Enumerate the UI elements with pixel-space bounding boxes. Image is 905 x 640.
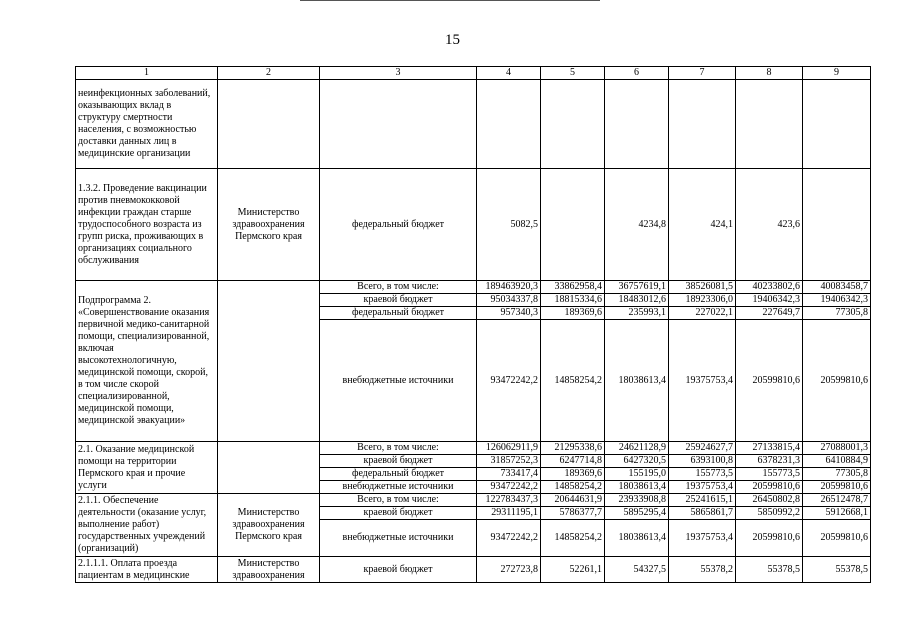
value-cell: 19375753,4 [669, 481, 736, 494]
header-cell: 9 [803, 67, 871, 80]
activity-name: 1.3.2. Проведение вакцинации против пневмококковой инфекции граждан старше трудоспособного возраста из групп риска, проживающих в организациях социального обслуживания [76, 169, 218, 281]
header-cell: 1 [76, 67, 218, 80]
activity-name: 2.1.1. Обеспечение деятельности (оказание услуг, выполнение работ) государственных учреждений (организаций) [76, 494, 218, 557]
funding-source: федеральный бюджет [320, 468, 477, 481]
empty-cell [605, 80, 669, 169]
header-cell: 4 [477, 67, 541, 80]
value-cell: 5912668,1 [803, 507, 871, 520]
value-cell: 18038613,4 [605, 320, 669, 442]
value-cell: 20599810,6 [736, 320, 803, 442]
value-cell: 93472242,2 [477, 320, 541, 442]
activity-name: неинфекционных заболеваний, оказывающих вклад в структуру смертности населения, с возможностью доставки данных лиц в медицинские организации [76, 80, 218, 169]
value-cell: 23933908,8 [605, 494, 669, 507]
value-cell: 5786377,7 [541, 507, 605, 520]
activity-name: 2.1.1.1. Оплата проезда пациентам в медицинские [76, 557, 218, 583]
value-cell: 235993,1 [605, 307, 669, 320]
value-cell: 5082,5 [477, 169, 541, 281]
funding-source: краевой бюджет [320, 455, 477, 468]
value-cell: 77305,8 [803, 468, 871, 481]
value-cell: 18483012,6 [605, 294, 669, 307]
table-row [76, 494, 871, 507]
value-cell: 733417,4 [477, 468, 541, 481]
value-cell: 20599810,6 [803, 320, 871, 442]
empty-cell [477, 80, 541, 169]
top-rule [300, 0, 600, 1]
value-cell: 55378,2 [669, 557, 736, 583]
page-number: 15 [445, 32, 460, 48]
value-cell: 40083458,7 [803, 281, 871, 294]
value-cell: 189463920,3 [477, 281, 541, 294]
value-cell: 93472242,2 [477, 520, 541, 557]
funding-source: краевой бюджет [320, 557, 477, 583]
value-cell: 155773,5 [736, 468, 803, 481]
value-cell [541, 169, 605, 281]
value-cell: 122783437,3 [477, 494, 541, 507]
activity-name: 2.1. Оказание медицинской помощи на территории Пермского края и прочие услуги [76, 442, 218, 494]
value-cell: 6247714,8 [541, 455, 605, 468]
budget-table [75, 66, 871, 583]
executor [218, 281, 320, 442]
value-cell: 18815334,6 [541, 294, 605, 307]
value-cell: 95034337,8 [477, 294, 541, 307]
value-cell: 19406342,3 [736, 294, 803, 307]
table-row [76, 442, 871, 455]
header-cell: 7 [669, 67, 736, 80]
value-cell: 272723,8 [477, 557, 541, 583]
value-cell: 6427320,5 [605, 455, 669, 468]
activity-name: Подпрограмма 2. «Совершенствование оказания первичной медико-санитарной помощи, специализированной, включая высокотехнологичную, медицинской помощи, скорой, в том числе скорой специализированной, медицинской помощи, медицинской эвакуации» [76, 281, 218, 442]
value-cell: 27133815,4 [736, 442, 803, 455]
value-cell: 52261,1 [541, 557, 605, 583]
value-cell: 19406342,3 [803, 294, 871, 307]
value-cell: 19375753,4 [669, 520, 736, 557]
value-cell: 4234,8 [605, 169, 669, 281]
header-row [76, 67, 871, 80]
value-cell: 6393100,8 [669, 455, 736, 468]
empty-cell [218, 80, 320, 169]
value-cell: 18038613,4 [605, 481, 669, 494]
funding-source: федеральный бюджет [320, 307, 477, 320]
header-cell: 8 [736, 67, 803, 80]
header-cell: 6 [605, 67, 669, 80]
table-row [76, 557, 871, 583]
funding-source: Всего, в том числе: [320, 442, 477, 455]
value-cell: 29311195,1 [477, 507, 541, 520]
value-cell: 14858254,2 [541, 320, 605, 442]
value-cell: 21295338,6 [541, 442, 605, 455]
value-cell: 189369,6 [541, 307, 605, 320]
value-cell: 5865861,7 [669, 507, 736, 520]
value-cell: 227022,1 [669, 307, 736, 320]
value-cell: 33862958,4 [541, 281, 605, 294]
value-cell: 38526081,5 [669, 281, 736, 294]
header-cell: 2 [218, 67, 320, 80]
value-cell: 155195,0 [605, 468, 669, 481]
value-cell: 40233802,6 [736, 281, 803, 294]
value-cell: 19375753,4 [669, 320, 736, 442]
table-row [76, 80, 871, 169]
executor [218, 442, 320, 494]
value-cell: 18923306,0 [669, 294, 736, 307]
value-cell: 6410884,9 [803, 455, 871, 468]
funding-source: краевой бюджет [320, 294, 477, 307]
funding-source: внебюджетные источники [320, 481, 477, 494]
funding-source: внебюджетные источники [320, 520, 477, 557]
executor: Министерство здравоохранения [218, 557, 320, 583]
empty-cell [320, 80, 477, 169]
table-row [76, 281, 871, 294]
value-cell: 77305,8 [803, 307, 871, 320]
funding-source: краевой бюджет [320, 507, 477, 520]
value-cell: 155773,5 [669, 468, 736, 481]
value-cell: 20599810,6 [803, 481, 871, 494]
value-cell: 31857252,3 [477, 455, 541, 468]
value-cell: 20599810,6 [736, 481, 803, 494]
empty-cell [736, 80, 803, 169]
empty-cell [541, 80, 605, 169]
value-cell: 957340,3 [477, 307, 541, 320]
value-cell: 14858254,2 [541, 481, 605, 494]
empty-cell [669, 80, 736, 169]
executor: Министерство здравоохранения Пермского края [218, 169, 320, 281]
value-cell: 5895295,4 [605, 507, 669, 520]
value-cell: 18038613,4 [605, 520, 669, 557]
value-cell: 26450802,8 [736, 494, 803, 507]
header-cell: 3 [320, 67, 477, 80]
value-cell: 54327,5 [605, 557, 669, 583]
empty-cell [803, 80, 871, 169]
value-cell: 26512478,7 [803, 494, 871, 507]
value-cell: 25924627,7 [669, 442, 736, 455]
executor: Министерство здравоохранения Пермского края [218, 494, 320, 557]
value-cell: 20599810,6 [736, 520, 803, 557]
value-cell: 36757619,1 [605, 281, 669, 294]
value-cell: 126062911,9 [477, 442, 541, 455]
value-cell: 14858254,2 [541, 520, 605, 557]
value-cell: 93472242,2 [477, 481, 541, 494]
funding-source: Всего, в том числе: [320, 494, 477, 507]
funding-source: федеральный бюджет [320, 169, 477, 281]
value-cell: 227649,7 [736, 307, 803, 320]
value-cell: 6378231,3 [736, 455, 803, 468]
funding-source: Всего, в том числе: [320, 281, 477, 294]
value-cell: 24621128,9 [605, 442, 669, 455]
value-cell: 424,1 [669, 169, 736, 281]
value-cell: 5850992,2 [736, 507, 803, 520]
header-cell: 5 [541, 67, 605, 80]
value-cell: 25241615,1 [669, 494, 736, 507]
value-cell: 55378,5 [736, 557, 803, 583]
value-cell: 189369,6 [541, 468, 605, 481]
value-cell [803, 169, 871, 281]
value-cell: 27088001,3 [803, 442, 871, 455]
value-cell: 20644631,9 [541, 494, 605, 507]
funding-source: внебюджетные источники [320, 320, 477, 442]
value-cell: 20599810,6 [803, 520, 871, 557]
value-cell: 55378,5 [803, 557, 871, 583]
table-row [76, 169, 871, 281]
value-cell: 423,6 [736, 169, 803, 281]
